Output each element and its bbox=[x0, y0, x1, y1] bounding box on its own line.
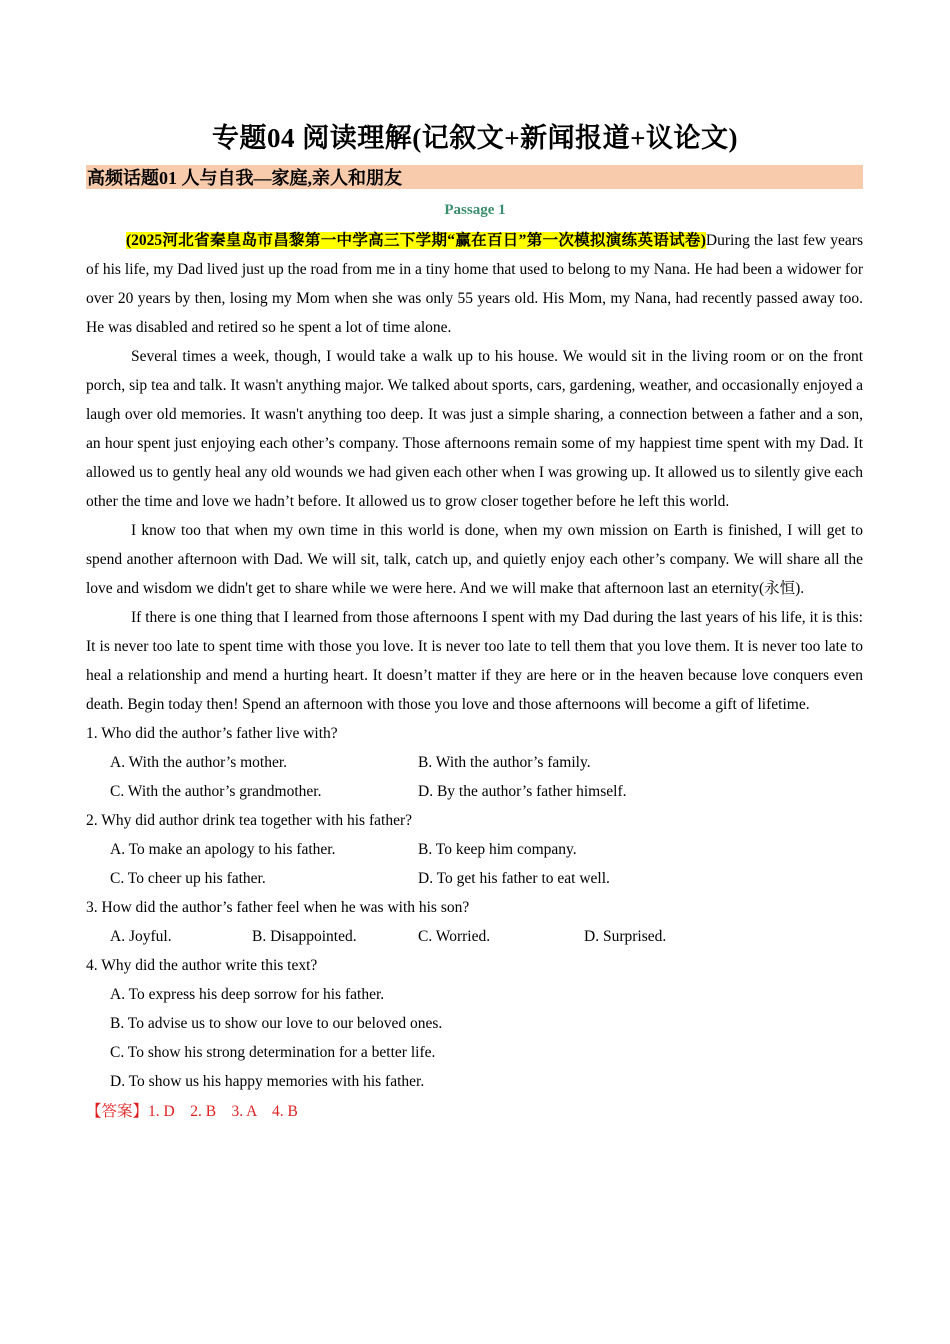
question-1-option-a: A. With the author’s mother. bbox=[110, 754, 288, 771]
question-1-option-d: D. By the author’s father himself. bbox=[418, 783, 627, 800]
source-citation: (2025河北省秦皇岛市昌黎第一中学高三下学期“赢在百日”第一次模拟演练英语试卷) bbox=[126, 232, 706, 249]
question-1-option-b: B. With the author’s family. bbox=[418, 754, 591, 771]
question-2-option-c: C. To cheer up his father. bbox=[110, 870, 266, 887]
question-3-option-a: A. Joyful. bbox=[110, 928, 172, 945]
passage-label: Passage 1 bbox=[444, 202, 506, 218]
question-3-option-b: B. Disappointed. bbox=[252, 928, 357, 945]
paragraph-3: I know too that when my own time in this world is done, when my own mission on Earth is finished, I will get to spend another afternoon with Dad. We will sit, talk, catch up, and quietly enjoy each other’s company. We will share all the love and wisdom we didn't get to share while we were here. And we will make that afternoon last an eternity(永恒). bbox=[86, 522, 863, 597]
question-2: 2. Why did author drink tea together with his father? bbox=[86, 812, 412, 829]
paragraph-1-text: During the last few years of his life, my Dad lived just up the road from me in a tiny home that used to belong to my Nana. He had been a widower for over 20 years by then, losing my Mom when she was only 55 years old. His Mom, my Nana, had recently passed away too. He was disabled and retired so he spent a lot of time alone. bbox=[86, 232, 864, 336]
question-4-option-c: C. To show his strong determination for a better life. bbox=[110, 1044, 436, 1061]
question-1-option-c: C. With the author’s grandmother. bbox=[110, 783, 322, 800]
question-1-options-row-2 bbox=[86, 777, 863, 806]
question-2-option-b: B. To keep him company. bbox=[418, 841, 577, 858]
topic-heading: 高频话题01 人与自我—家庭,亲人和朋友 bbox=[86, 165, 863, 189]
question-2-options-row-2 bbox=[86, 864, 863, 893]
question-3: 3. How did the author’s father feel when he was with his son? bbox=[86, 899, 470, 916]
question-3-option-c: C. Worried. bbox=[418, 928, 491, 945]
paragraph-4: If there is one thing that I learned from those afternoons I spent with my Dad during the last years of his life, it is this: It is never too late to spent time with those you love. It is never too late to tell them that you love them. It is never too late to heal a relationship and mend a hurting heart. It doesn’t matter if they are here or in the heaven because love conquers even death. Begin today then! Spend an afternoon with those you love and those afternoons will become a gift of lifetime. bbox=[86, 609, 863, 713]
question-2-options-row-1 bbox=[86, 835, 863, 864]
question-4-option-a: A. To express his deep sorrow for his father. bbox=[110, 986, 385, 1003]
passage-body bbox=[86, 226, 863, 1126]
paragraph-2: Several times a week, though, I would take a walk up to his house. We would sit in the living room or on the front porch, sip tea and talk. It wasn't anything major. We talked about sports, cars, gardening, weather, and occasionally enjoyed a laugh over old memories. It wasn't anything too deep. It was just a simple sharing, a connection between a father and a son, an hour spent just enjoying each other’s company. Those afternoons remain some of my happiest time spent with my Dad. It allowed us to gently heal any old wounds we had given each other when I was growing up. It allowed us to silently give each other the time and love we hadn’t before. It allowed us to grow closer together before he left this world. bbox=[86, 348, 863, 510]
answer-key: 【答案】1. D 2. B 3. A 4. B bbox=[86, 1103, 298, 1120]
question-1-options-row-1 bbox=[86, 748, 863, 777]
paragraph-1 bbox=[86, 226, 863, 342]
question-2-option-a: A. To make an apology to his father. bbox=[110, 841, 336, 858]
question-4-option-d: D. To show us his happy memories with his father. bbox=[110, 1073, 425, 1090]
question-4: 4. Why did the author write this text? bbox=[86, 957, 318, 974]
question-2-option-d: D. To get his father to eat well. bbox=[418, 870, 610, 887]
page-title: 专题04 阅读理解(记叙文+新闻报道+议论文) bbox=[211, 123, 738, 153]
question-1: 1. Who did the author’s father live with? bbox=[86, 725, 338, 742]
question-4-option-b: B. To advise us to show our love to our beloved ones. bbox=[110, 1015, 443, 1032]
question-3-options-row bbox=[86, 922, 863, 951]
question-3-option-d: D. Surprised. bbox=[584, 928, 667, 945]
